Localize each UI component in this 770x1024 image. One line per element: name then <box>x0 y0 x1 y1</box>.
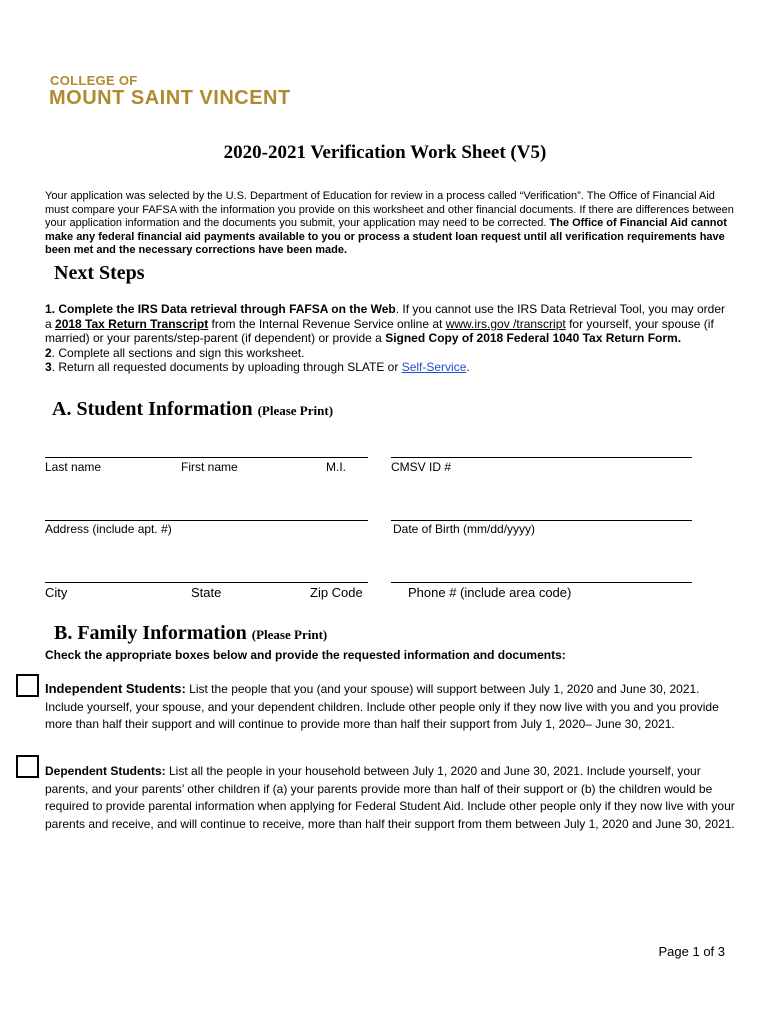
step-1 <box>45 302 735 346</box>
step-1-number: 1. <box>45 302 56 316</box>
section-a-subtitle: (Please Print) <box>257 403 334 418</box>
intro-paragraph <box>45 190 735 258</box>
step-1-bold: Complete the IRS Data retrieval through FAFSA on the Web <box>58 302 396 316</box>
step-2 <box>45 346 735 361</box>
phone-line[interactable] <box>391 582 692 583</box>
section-a-heading <box>52 398 333 421</box>
state-label: State <box>191 585 222 600</box>
independent-paragraph <box>45 680 735 734</box>
step-2-number: 2 <box>45 345 52 360</box>
intro-text: Your application was selected by the U.S. Department of Education for review in a process called “Verification”. The Office of Financial Aid must compare your FAFSA with the information you provide on this worksheet and other financial documents. If there are differences between your application information and the documents you submit, your application may need to be corrected. <box>45 190 734 229</box>
city-state-zip-line[interactable] <box>45 582 368 583</box>
independent-label: Independent Students: <box>45 681 186 696</box>
section-a-title: A. Student Information <box>52 398 253 420</box>
zip-label: Zip Code <box>310 585 363 600</box>
last-name-label: Last name <box>45 460 102 474</box>
address-label: Address (include apt. #) <box>45 522 172 536</box>
dependent-text: List all the people in your household between July 1, 2020 and June 30, 2021. Include yourself, your parents, and your parents’ other children if (a) your parents provide more than half of their support or (b) the children would be required to provide parental information when applying for Federal Student Aid. Include other people only if they now live with your parents and receive, and will continue to receive, more than half their support from them between July 1, 2020 and June 30, 2021. <box>45 764 735 831</box>
dob-label: Date of Birth (mm/dd/yyyy) <box>393 522 536 536</box>
next-steps-list <box>45 302 735 375</box>
document-title: 2020-2021 Verification Work Sheet (V5) <box>223 142 547 163</box>
section-b-title: B. Family Information <box>54 622 247 644</box>
cmsv-id-line[interactable] <box>391 457 692 458</box>
step-3-text: . Return all requested documents by uploading through SLATE or <box>51 360 399 374</box>
step-1-text-c: for yourself, your spouse (if married) or your parents/step-parent (if dependent) or provide a <box>45 316 714 345</box>
name-line[interactable] <box>45 457 368 458</box>
step-2-text: . Complete all sections and sign this worksheet. <box>51 345 305 360</box>
step-3 <box>45 360 735 375</box>
self-service-link[interactable]: Self-Service <box>401 360 467 374</box>
dependent-paragraph <box>45 763 735 833</box>
page-number: Page 1 of 3 <box>658 944 725 959</box>
cmsv-id-label: CMSV ID # <box>391 460 452 474</box>
step-1-text-a: . If you cannot use the IRS Data Retrieval Tool, you may order a <box>45 302 726 331</box>
next-steps-heading: Next Steps <box>54 262 145 284</box>
transcript-text: 2018 Tax Return Transcript <box>55 316 209 331</box>
mi-label: M.I. <box>326 460 346 474</box>
logo-college-of: COLLEGE OF <box>50 73 138 88</box>
irs-url-link[interactable]: www.irs.gov /transcript <box>445 316 566 331</box>
section-b-heading <box>54 622 327 645</box>
independent-checkbox[interactable] <box>16 674 39 697</box>
step-3-number: 3 <box>45 360 52 374</box>
dependent-checkbox[interactable] <box>16 755 39 778</box>
section-b-instruction: Check the appropriate boxes below and provide the requested information and documents: <box>45 648 566 662</box>
dependent-label: Dependent Students: <box>45 764 166 778</box>
independent-text: List the people that you (and your spouse) will support between July 1, 2020 and June 30, 2021. Include yourself, your spouse, and your dependent children. Include other people only if they now live with you and you provide more than half their support and will continue to provide more than half their support from July 1, 2020– June 30, 2021. <box>45 682 719 731</box>
signed-copy-text: Signed Copy of 2018 Federal 1040 Tax Return Form. <box>385 331 682 345</box>
step-1-text-b: from the Internal Revenue Service online at <box>211 316 443 331</box>
logo-mount-saint-vincent: MOUNT SAINT VINCENT <box>49 87 291 109</box>
dob-line[interactable] <box>391 520 692 521</box>
intro-bold-text: The Office of Financial Aid cannot make any federal financial aid payments available to you or process a student loan request until all verification requirements have been met and the necessary corrections have been made. <box>45 217 727 256</box>
city-label: City <box>45 585 68 600</box>
step-3-end: . <box>466 360 470 374</box>
address-line[interactable] <box>45 520 368 521</box>
first-name-label: First name <box>181 460 238 474</box>
phone-label: Phone # (include area code) <box>408 585 572 600</box>
section-b-subtitle: (Please Print) <box>251 627 328 642</box>
